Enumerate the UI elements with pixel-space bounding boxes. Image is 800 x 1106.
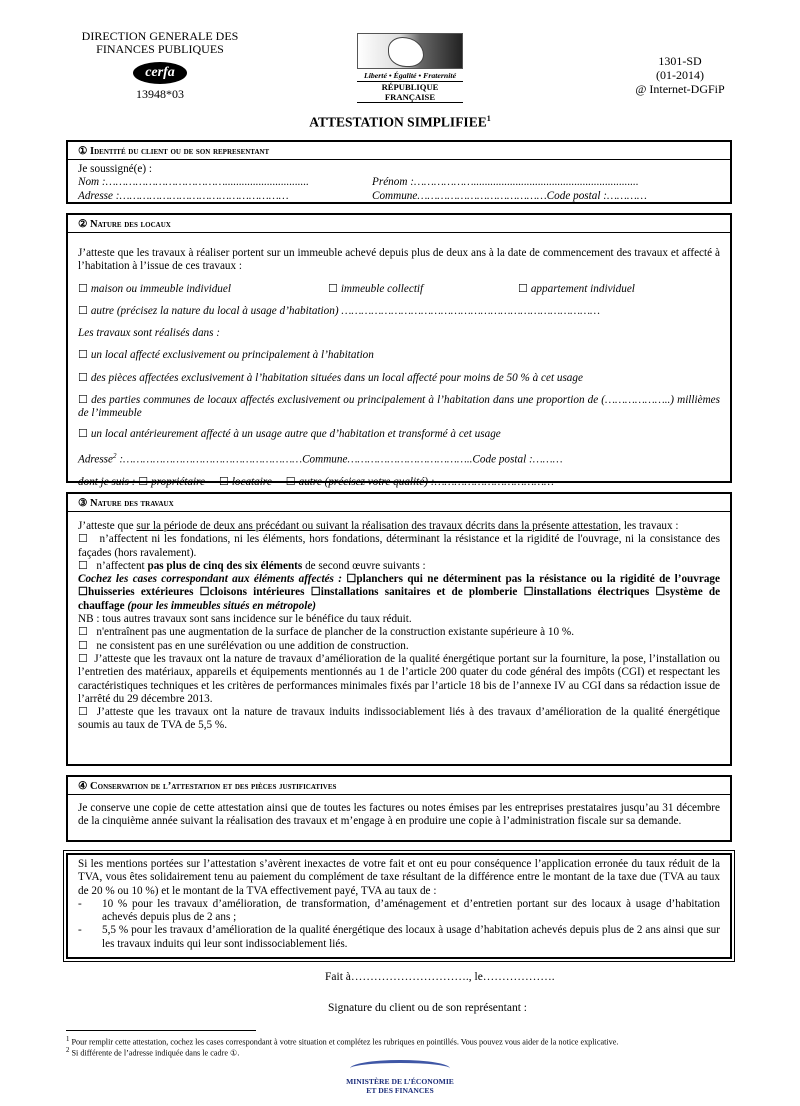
footnote-1-text: Pour remplir cette attestation, cochez les cases correspondant à votre situation et complétez les rubriques en pointillés. Vous pouvez vous aider de la notice explicative. — [69, 1037, 619, 1047]
elements-list — [78, 573, 720, 613]
nb-note: NB : tous autres travaux sont sans incidence sur le bénéfice du taux réduit. — [78, 613, 412, 626]
adresse-line: :………………………………………………Commune………………………………..Code postal :……… — [116, 453, 563, 466]
travaux-item-1[interactable] — [78, 533, 720, 560]
travaux-item-5[interactable] — [78, 653, 720, 706]
travaux-item-1-label: n’affectent ni les fondations, ni les éléments, hors fondations, déterminant la résistance et la rigidité de l'ouvrage, ni la consistance des façades (hors ravalement). — [78, 533, 721, 559]
checkbox-icon[interactable]: ☐ — [78, 282, 89, 295]
travaux-item-3-label: n'entraînent pas une augmentation de la surface de plancher de la construction existante supérieure à 10 %. — [96, 626, 575, 639]
fait-a-field[interactable]: Fait à…………………………., le………………. — [325, 971, 555, 983]
warning-bullet-2-text: 5,5 % pour les travaux d’amélioration de la qualité énergétique des locaux à usage d’habitation achevés depuis plus de 2 ans ainsi que sur les travaux induits qui leur sont indissociablement liés. — [102, 924, 720, 950]
prenom-field[interactable]: Prénom :………………........................................................... — [372, 176, 639, 189]
travaux-item-4-label: ne consistent pas en une surélévation ou une addition de construction. — [96, 639, 409, 652]
section-travaux — [66, 492, 732, 766]
signature-field[interactable]: Signature du client ou de son représentant : — [328, 1002, 527, 1014]
travaux-item-4[interactable] — [78, 640, 720, 653]
checkbox-icon[interactable]: ☐ — [78, 371, 89, 384]
intro-post: , les travaux : — [618, 520, 679, 532]
item2-bold: pas plus de cinq des six éléments — [147, 559, 303, 572]
checkbox-icon[interactable]: ☐ — [78, 559, 89, 572]
loc-option-4-label: un local antérieurement affecté à un usage autre que d’habitation et transformé à cet usage — [90, 427, 501, 440]
element-cloisons: cloisons intérieures — [209, 586, 305, 599]
element-chauffage: système de chauffage — [78, 586, 721, 612]
checkbox-icon[interactable]: ☐ — [78, 586, 89, 599]
ministry-arc-icon — [350, 1060, 450, 1077]
checkbox-icon[interactable]: ☐ — [78, 626, 89, 639]
checkbox-icon[interactable]: ☐ — [78, 652, 89, 665]
footnote-2-num: 2 — [66, 1047, 70, 1054]
soussigne-line: Je soussigné(e) : — [78, 163, 152, 175]
adresse-field[interactable]: Adresse :…………………………………………… — [78, 189, 289, 202]
commune-field[interactable]: Commune…………………………………Code postal :………… — [372, 189, 647, 202]
opt-autre[interactable] — [78, 305, 720, 318]
checkbox-icon[interactable]: ☐ — [328, 282, 339, 295]
form-date: (01-2014) — [656, 68, 704, 82]
loc-option-3[interactable] — [78, 394, 720, 421]
loc-option-1-label: un local affecté exclusivement ou principalement à l’habitation — [90, 349, 374, 362]
warning-text: Si les mentions portées sur l’attestation s’avèrent inexactes de votre fait et ont eu pour conséquence l’application erronée du taux réduit de la TVA, vous êtes solidairement tenu au paiement du complément de taxe résultant de la différence entre le montant de la taxe due (TVA au taux de 20 % ou 10 %) et le montant de la TVA effectivement payé, TVA au taux de : — [78, 858, 720, 897]
footnote-divider — [66, 1030, 256, 1031]
title-footnote-ref: 1 — [486, 114, 491, 123]
checkbox-icon[interactable]: ☐ — [78, 304, 89, 317]
republic-motto: Liberté • Égalité • Fraternité — [363, 71, 457, 80]
form-code: 1301-SD — [658, 54, 702, 68]
title-text: ATTESTATION SIMPLIFIEE — [309, 114, 487, 130]
checkbox-icon[interactable]: ☐ — [310, 586, 321, 599]
checkbox-icon[interactable]: ☐ — [346, 573, 357, 586]
issuer-block — [60, 30, 260, 101]
qualite-row — [78, 476, 720, 489]
locaux-intro: J’atteste que les travaux à réaliser portent sur un immeuble achevé depuis plus de deux ans à la date de commencement des travaux et affecté à l’habitation à l’issue de ces travaux : — [78, 247, 720, 273]
section-locaux-title: ② Nature des locaux — [68, 215, 730, 233]
loc-option-2-label: des pièces affectées exclusivement à l’habitation situées dans un local affecté pour moins de 50 % à cet usage — [90, 371, 583, 384]
opt-proprietaire-label: propriétaire — [151, 476, 205, 488]
issuer-line-2: FINANCES PUBLIQUES — [96, 42, 224, 56]
checkbox-icon[interactable]: ☐ — [78, 394, 89, 407]
checkbox-icon[interactable]: ☐ — [78, 639, 89, 652]
nom-field[interactable]: Nom :……………………………….............................. — [78, 176, 309, 189]
intro-underlined: sur la période de deux ans précédant ou suivant la réalisation des travaux décrits dans la présente attestation — [136, 520, 619, 532]
opt-collectif-label: immeuble collectif — [340, 282, 424, 295]
opt-collectif[interactable] — [328, 283, 518, 296]
checkbox-icon[interactable]: ☐ — [518, 282, 529, 295]
checkbox-icon[interactable]: ☐ — [78, 427, 89, 440]
document-title — [0, 114, 800, 131]
intro-pre: J’atteste que — [78, 520, 137, 532]
checkbox-icon[interactable]: ☐ — [78, 533, 89, 546]
checkbox-icon[interactable]: ☐ — [218, 476, 230, 488]
adresse-footnote-ref: 2 — [113, 451, 117, 460]
form-reference — [620, 54, 740, 96]
adresse-label: Adresse — [78, 453, 114, 466]
travaux-intro — [78, 520, 720, 533]
warning-box — [66, 853, 732, 959]
cerfa-logo: cerfa — [133, 62, 187, 84]
cochez-label: Cochez les cases correspondant aux éléments affectés : — [78, 573, 342, 586]
section-conservation — [66, 775, 732, 842]
travaux-item-3[interactable] — [78, 626, 720, 639]
element-huisseries: huisseries extérieures — [88, 586, 194, 599]
loc-option-2[interactable] — [78, 372, 720, 385]
checkbox-icon[interactable]: ☐ — [138, 476, 149, 488]
cerfa-number: 13948*03 — [136, 87, 184, 101]
locaux-adresse-field[interactable] — [78, 450, 720, 467]
republic-name: RÉPUBLIQUE FRANÇAISE — [357, 81, 463, 103]
travaux-item-6[interactable] — [78, 706, 720, 733]
element-chauffage-note: (pour les immeubles situés en métropole) — [127, 599, 317, 612]
checkbox-icon[interactable]: ☐ — [523, 586, 534, 599]
ministry-logo — [340, 1060, 460, 1095]
opt-appartement[interactable] — [518, 283, 635, 296]
checkbox-icon[interactable]: ☐ — [285, 476, 296, 488]
travaux-item-2[interactable] — [78, 560, 720, 573]
section-conservation-title: ④ Conservation de l’attestation et des pièces justificatives — [68, 777, 730, 795]
marianne-logo — [357, 33, 463, 103]
opt-autre-qualite[interactable] — [286, 476, 554, 488]
footnote-2-text: Si différente de l’adresse indiquée dans le cadre ①. — [69, 1048, 240, 1058]
loc-option-1[interactable] — [78, 349, 720, 362]
footnote-2 — [66, 1046, 746, 1059]
opt-maison-label: maison ou immeuble individuel — [90, 282, 231, 295]
form-source: @ Internet-DGFiP — [635, 82, 725, 96]
travaux-item-6-label: J’atteste que les travaux ont la nature de travaux induits indissociablement liés à des travaux d’amélioration de la qualité énergétique soumis au taux de TVA de 5,5 %. — [78, 706, 720, 732]
opt-proprietaire[interactable] — [138, 476, 205, 488]
loc-option-4[interactable] — [78, 428, 720, 441]
marianne-emblem-icon — [357, 33, 463, 69]
realises-label: Les travaux sont réalisés dans : — [78, 327, 221, 340]
section-identity — [66, 140, 732, 204]
conservation-text: Je conserve une copie de cette attestation ainsi que de toutes les factures ou notes émises par les entreprises prestataires jusqu’au 31 décembre de la cinquième année suivant la réalisation des travaux et m’engage à en produire une copie à l’administration fiscale sur sa demande. — [78, 802, 720, 828]
opt-maison[interactable] — [78, 283, 328, 296]
item2-post: de second œuvre suivants : — [302, 559, 426, 572]
section-locaux — [66, 213, 732, 488]
checkbox-icon[interactable]: ☐ — [78, 349, 89, 362]
ministry-line-1: MINISTÈRE DE L’ÉCONOMIE — [346, 1077, 454, 1086]
element-electriques: installations électriques — [533, 586, 650, 599]
opt-locataire[interactable] — [219, 476, 272, 488]
checkbox-icon[interactable]: ☐ — [199, 586, 210, 599]
warning-bullet-1: - 10 % pour les travaux d’amélioration, de transformation, d’aménagement et d’entretien portant sur des locaux à usage d’habitation achevés depuis plus de 2 ans ; — [78, 897, 720, 924]
section-identity-title: ① Identité du client ou de son representant — [68, 142, 730, 160]
dont-label: dont je suis : — [78, 476, 136, 488]
warning-bullet-1-text: 10 % pour les travaux d’amélioration, de transformation, d’aménagement et d’entretien portant sur des locaux à usage d’habitation achevés depuis plus de 2 ans ; — [102, 897, 720, 924]
loc-option-3-label: des parties communes de locaux affectés exclusivement ou principalement à l’habitation dans une proportion de (………………..) millièmes de l’immeuble — [78, 394, 720, 420]
travaux-item-5-label: J’atteste que les travaux ont la nature de travaux d’amélioration de la qualité énergétique portant sur la fourniture, la pose, l’installation ou l’entretien des matériaux, appareils et équipements mentionnés au 1 de l’article 200 quater du code général des impôts (CGI) et respectant les caractéristiques techniques et les critères de performances minimales fixés par l’article 18 bis de l’annexe IV au CGI dans sa rédaction issue de l’arrêté du 29 décembre 2013. — [78, 652, 721, 705]
footnote-1-num: 1 — [66, 1036, 70, 1043]
checkbox-icon[interactable]: ☐ — [655, 586, 666, 599]
opt-autre-qualite-label: autre (précisez votre qualité) :……………………………… — [298, 476, 554, 488]
checkbox-icon[interactable]: ☐ — [78, 706, 89, 719]
section-travaux-title: ③ Nature des travaux — [68, 494, 730, 512]
opt-autre-label: autre (précisez la nature du local à usage d’habitation) …………………………………………………………………… — [90, 304, 601, 317]
issuer-line-1: DIRECTION GENERALE DES — [81, 29, 239, 43]
warning-bullet-2: - 5,5 % pour les travaux d’amélioration de la qualité énergétique des locaux à usage d’habitation achevés depuis plus de 2 ans ainsi que sur les travaux induits qui leur sont indissociablement liés. — [78, 924, 720, 950]
opt-appartement-label: appartement individuel — [530, 282, 635, 295]
element-planchers: planchers qui ne déterminent pas la résistance ou la rigidité de l’ouvrage — [356, 573, 720, 586]
opt-locataire-label: locataire — [231, 476, 272, 488]
element-sanitaires: installations sanitaires et de plomberie — [320, 586, 518, 599]
ministry-line-2: ET DES FINANCES — [366, 1086, 434, 1095]
item2-pre: n’affectent — [96, 559, 148, 572]
